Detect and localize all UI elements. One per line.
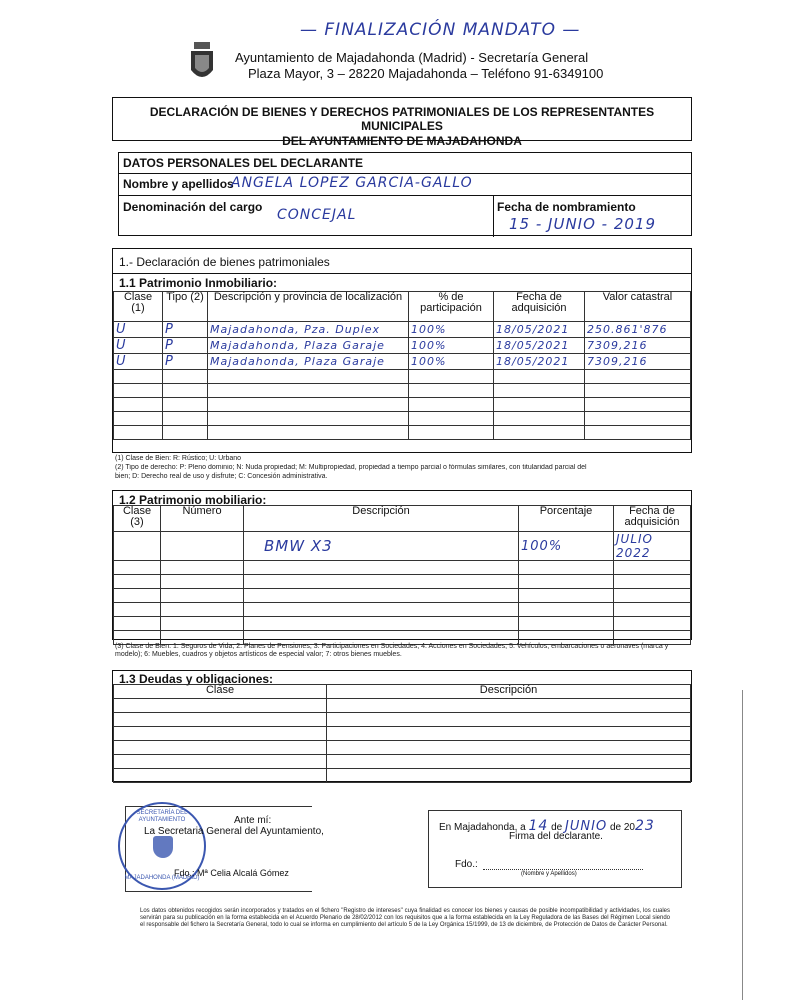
table-row (114, 532, 691, 561)
table-row (114, 589, 691, 603)
place-prefix: En Majadahonda, a (439, 822, 526, 833)
cell: Majadahonda, Pza. Duplex (208, 322, 409, 338)
table-row (114, 561, 691, 575)
section1-note3: bien; D: Derecho real de uso y disfrute; C: Concesión administrativa. (115, 473, 328, 480)
name-label: Nombre y apellidos (123, 177, 234, 191)
table-row (114, 426, 691, 440)
section1-note1: (1) Clase de Bien: R: Rústico; U: Urbano (115, 455, 242, 462)
cell: 18/05/2021 (494, 322, 585, 338)
handwritten-annotation: — FINALIZACIÓN MANDATO — (300, 20, 581, 40)
cell: Majadahonda, Plaza Garaje (208, 338, 409, 354)
de-year-label: de 20 (609, 822, 635, 833)
stamp-crest-icon (153, 836, 173, 858)
col-descripcion: Descripción y provincia de localización (208, 292, 409, 322)
cell: JULIO 2022 (614, 532, 691, 561)
signature-right-box (428, 810, 682, 888)
firma-label: Firma del declarante. (509, 831, 603, 842)
table-row (114, 354, 691, 370)
debts-table (113, 684, 691, 783)
fdo-label: Fdo.: (455, 859, 478, 870)
col-porcentaje: Porcentaje (519, 506, 614, 532)
title-line2: DEL AYUNTAMIENTO DE MAJADAHONDA (282, 134, 522, 148)
de-label: de (551, 822, 563, 833)
secretary-role: La Secretaria General del Ayuntamiento, (144, 826, 324, 837)
date-label: Fecha de nombramiento (497, 200, 636, 214)
cell: U (114, 354, 163, 370)
stamp-top-text: SECRETARÍA DEL AYUNTAMIENTO (136, 810, 188, 823)
year-value[interactable]: 23 (634, 818, 655, 834)
position-value[interactable]: CONCEJAL (277, 207, 357, 223)
personal-section-title: DATOS PERSONALES DEL DECLARANTE (123, 156, 364, 170)
secretary-name: Fdo.: Mª Celia Alcalá Gómez (174, 868, 289, 878)
header-line2: Plaza Mayor, 3 – 28220 Majadahonda – Teléfono 91-6349100 (248, 66, 604, 81)
table-row (114, 370, 691, 384)
personal-data-box (118, 152, 692, 236)
section12-note: (3) Clase de Bien: 1: Seguros de Vida; 2: Planes de Pensiones; 3: Participaciones en Sociedades; 4: Acciones en Sociedades; 5: Vehículos, embarcaciones o aeronaves (marca y modelo); 6: Muebles, cuadros y objetos artísticos de especial valor; 7: otros bienes muebles. (115, 643, 669, 658)
position-label: Denominación del cargo (123, 200, 263, 214)
section1-title: 1.- Declaración de bienes patrimoniales (119, 255, 330, 269)
real-estate-table (113, 291, 691, 440)
cell (161, 532, 244, 561)
table-row (114, 699, 691, 713)
title-box (112, 97, 692, 148)
cell: Majadahonda, Plaza Garaje (208, 354, 409, 370)
date-value[interactable]: 15 - JUNIO - 2019 (509, 215, 657, 233)
name-value[interactable]: ANGELA LOPEZ GARCIA-GALLO (231, 175, 473, 191)
cell: 100% (409, 338, 494, 354)
col-fecha: Fecha de adquisición (614, 506, 691, 532)
section1-sub: 1.1 Patrimonio Inmobiliario: (119, 276, 278, 290)
month-value[interactable]: JUNIO (565, 819, 608, 834)
table-row (114, 617, 691, 631)
col-clase: Clase (1) (114, 292, 163, 322)
cell (114, 532, 161, 561)
col-valor: Valor catastral (585, 292, 691, 322)
ante-label: Ante mí: (234, 815, 272, 826)
cell: 100% (409, 354, 494, 370)
section12-sub: 1.2 Patrimonio mobiliario: (119, 493, 267, 507)
fdo-caption: (Nombre y Apellidos) (521, 871, 577, 877)
col-clase: Clase (114, 685, 327, 699)
table-row (114, 741, 691, 755)
cell: U (114, 338, 163, 354)
col-tipo: Tipo (2) (163, 292, 208, 322)
table-row (114, 713, 691, 727)
privacy-footer: Los datos obtenidos recogidos serán incorporados y tratados en el fichero "Registro de intereses" cuya finalidad es conocer los bienes y causas de posible incompatibilidad y actividades, los cuales servirán para su publicación en la forma establecida en el Acuerdo Plenario de 28/02/2012 con los requisitos que a la forma establecida en la Ley Reguladora de las Bases del Régimen Local siendo el responsable del fichero la Secretaría General, todo lo cual se informa en cumplimiento del artículo 5 de la Ley Orgánica 15/1999, de 13 de diciembre, de Protección de Datos de Carácter Personal. (140, 908, 670, 928)
cell: P (163, 322, 208, 338)
cell: P (163, 354, 208, 370)
cell: 250.861'876 (585, 322, 691, 338)
cell: 7309,216 (585, 354, 691, 370)
fdo-line (483, 869, 643, 870)
cell: 100% (519, 532, 614, 561)
table-row (114, 755, 691, 769)
col-fecha: Fecha de adquisición (494, 292, 585, 322)
table-row (114, 575, 691, 589)
cell: 100% (409, 322, 494, 338)
movable-assets-table (113, 505, 691, 645)
header-line1: Ayuntamiento de Majadahonda (Madrid) - Secretaría General (235, 50, 589, 65)
table-row (114, 322, 691, 338)
col-descripcion: Descripción (244, 506, 519, 532)
table-row (114, 412, 691, 426)
cell: U (114, 322, 163, 338)
section13-sub: 1.3 Deudas y obligaciones: (119, 672, 274, 686)
col-descripcion: Descripción (327, 685, 691, 699)
fold-line (742, 690, 743, 1000)
title-line1: DECLARACIÓN DE BIENES Y DERECHOS PATRIMONIALES DE LOS REPRESENTANTES MUNICIPALES (149, 105, 655, 133)
col-clase: Clase (3) (114, 506, 161, 532)
table-row (114, 727, 691, 741)
col-numero: Número (161, 506, 244, 532)
coat-of-arms-icon (188, 40, 216, 84)
cell: 7309,216 (585, 338, 691, 354)
table-row (114, 338, 691, 354)
table-row (114, 603, 691, 617)
table-row (114, 398, 691, 412)
cell: 18/05/2021 (494, 354, 585, 370)
cell: BMW X3 (244, 532, 519, 561)
day-value[interactable]: 14 (528, 818, 549, 834)
section1-note2: (2) Tipo de derecho: P: Pleno dominio; N: Nuda propiedad; M: Multipropiedad, propiedad a tiempo parcial o fórmulas similares, con titularidad parcial del (115, 464, 587, 471)
table-row (114, 769, 691, 783)
col-participacion: % de participación (409, 292, 494, 322)
table-row (114, 384, 691, 398)
stamp-bottom-text: MAJADAHONDA (MADRID) (124, 875, 200, 881)
cell: P (163, 338, 208, 354)
cell: 18/05/2021 (494, 338, 585, 354)
